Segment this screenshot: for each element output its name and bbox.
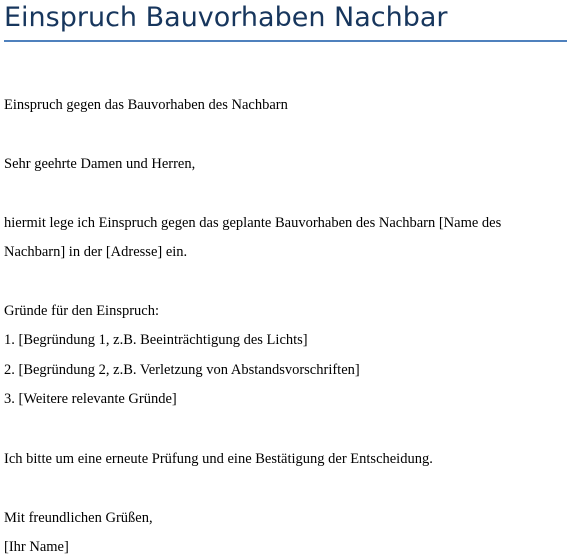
signature-placeholder: [Ihr Name] <box>4 539 69 555</box>
reason-item: 1. [Begründung 1, z.B. Beeinträchtigung des Lichts] <box>4 332 308 348</box>
request-paragraph: Ich bitte um eine erneute Prüfung und eine Bestätigung der Entscheidung. <box>4 451 433 467</box>
reasons-heading: Gründe für den Einspruch: <box>4 303 160 319</box>
subject-line: Einspruch gegen das Bauvorhaben des Nachbarn <box>4 97 288 113</box>
title-underline <box>4 40 567 42</box>
reason-item: 2. [Begründung 2, z.B. Verletzung von Abstandsvorschriften] <box>4 362 360 378</box>
document-title: Einspruch Bauvorhaben Nachbar <box>4 2 448 33</box>
reason-item: 3. [Weitere relevante Gründe] <box>4 391 177 407</box>
closing-line: Mit freundlichen Grüßen, <box>4 510 153 526</box>
salutation: Sehr geehrte Damen und Herren, <box>4 156 196 172</box>
intro-line-1: hiermit lege ich Einspruch gegen das geplante Bauvorhaben des Nachbarn [Name des <box>4 215 502 231</box>
intro-line-2: Nachbarn] in der [Adresse] ein. <box>4 244 188 260</box>
